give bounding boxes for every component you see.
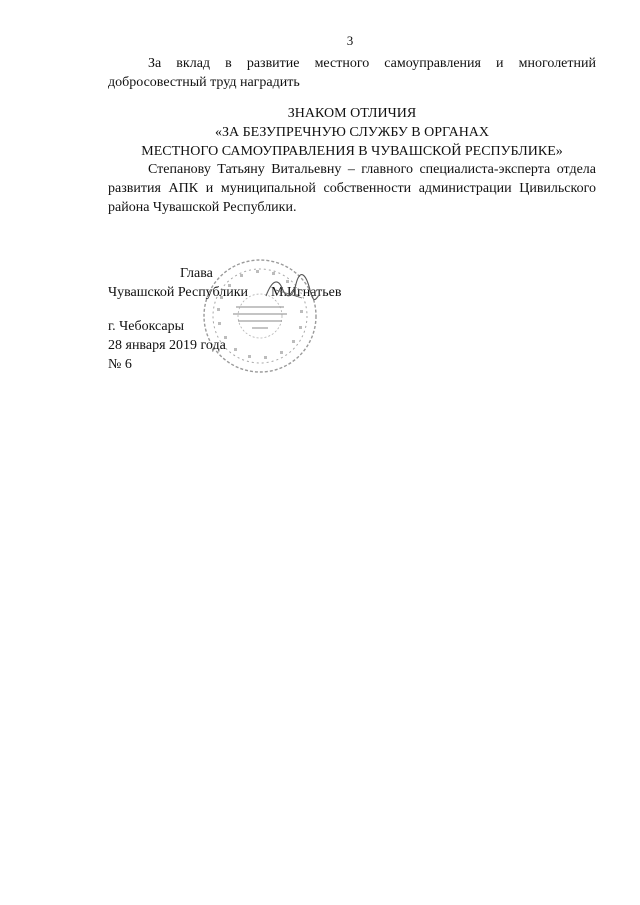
- handwritten-signature-icon: [262, 270, 322, 306]
- award-title-line-2: «ЗА БЕЗУПРЕЧНУЮ СЛУЖБУ В ОРГАНАХ: [214, 125, 490, 140]
- signatory-title: Глава: [180, 266, 213, 281]
- award-title-line-3: МЕСТНОГО САМОУПРАВЛЕНИЯ В ЧУВАШСКОЙ РЕСПУБЛИКЕ»: [141, 144, 563, 159]
- signatory-name: М.Игнатьев: [271, 285, 342, 300]
- award-title: [108, 104, 596, 161]
- place-date-block: [108, 317, 226, 374]
- signing-city: г. Чебоксары: [108, 319, 185, 334]
- signatory-region: Чувашской Республики: [108, 285, 249, 300]
- intro-paragraph: За вклад в развитие местного самоуправления и многолетний добросовестный труд наградить: [108, 56, 596, 90]
- award-title-line-1: ЗНАКОМ ОТЛИЧИЯ: [287, 106, 417, 121]
- page-number: 3: [346, 33, 354, 48]
- recipient-paragraph: Степанову Татьяну Витальевну – главного специалиста-эксперта отдела развития АПК и муниципальной собственности администрации Цивильского района Чувашской Республики.: [108, 162, 596, 215]
- document-number: № 6: [108, 357, 132, 372]
- signing-date: 28 января 2019 года: [108, 338, 226, 353]
